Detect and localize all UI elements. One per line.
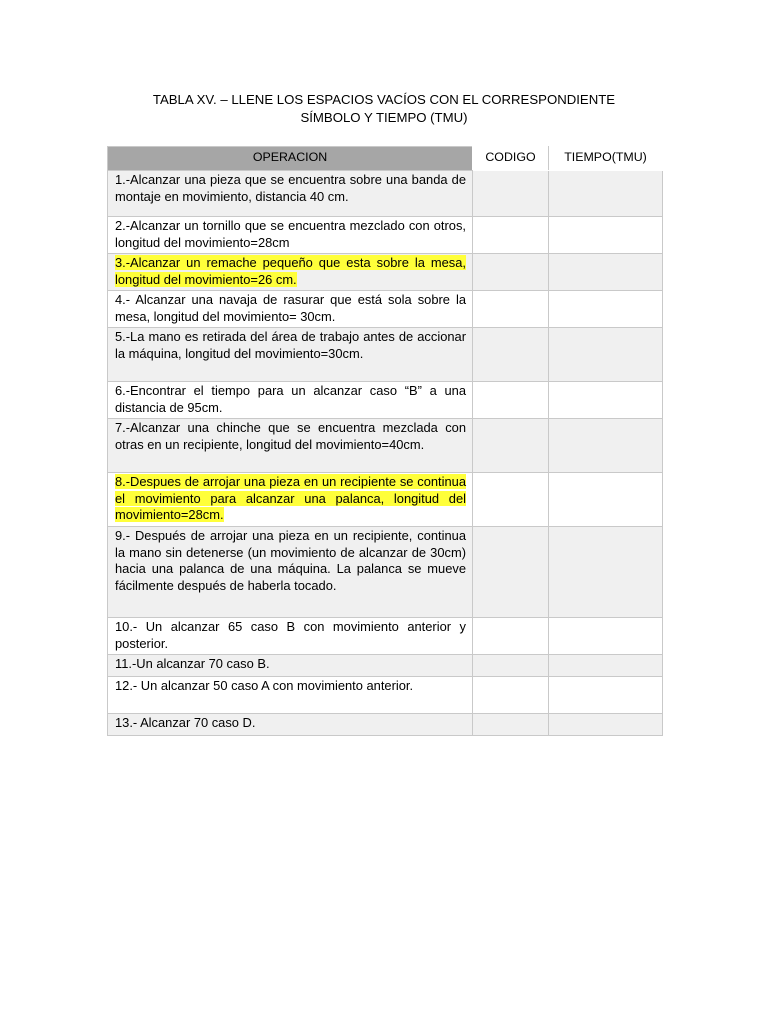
- operation-text: 7.-Alcanzar una chinche que se encuentra mezclada con otras en un recipiente, longitud del movimiento=40cm.: [115, 420, 466, 452]
- time-cell[interactable]: [549, 714, 663, 736]
- table-row: [108, 527, 663, 618]
- time-cell[interactable]: [549, 171, 663, 217]
- table-row: [108, 171, 663, 217]
- table-row: [108, 714, 663, 736]
- operation-cell: [108, 473, 473, 527]
- time-cell[interactable]: [549, 618, 663, 655]
- operation-cell: [108, 328, 473, 382]
- table-row: [108, 254, 663, 291]
- operation-text: 2.-Alcanzar un tornillo que se encuentra mezclado con otros, longitud del movimiento=28cm: [115, 218, 466, 250]
- code-cell[interactable]: [473, 217, 549, 254]
- operation-text: 10.- Un alcanzar 65 caso B con movimiento anterior y posterior.: [115, 619, 466, 651]
- title-line-2: SÍMBOLO Y TIEMPO (TMU): [300, 110, 468, 125]
- code-cell[interactable]: [473, 473, 549, 527]
- operation-text: 11.-Un alcanzar 70 caso B.: [115, 656, 270, 671]
- time-cell[interactable]: [549, 217, 663, 254]
- table-header-row: [108, 147, 663, 171]
- operation-text: 8.-Despues de arrojar una pieza en un recipiente se continua el movimiento para alcanzar una palanca, longitud del movimiento=28cm.: [115, 474, 466, 522]
- code-cell[interactable]: [473, 171, 549, 217]
- code-cell[interactable]: [473, 655, 549, 677]
- code-cell[interactable]: [473, 618, 549, 655]
- operation-text: 9.- Después de arrojar una pieza en un recipiente, continua la mano sin detenerse (un movimiento de alcanzar de 30cm) hacia una palanca de una máquina. La palanca se mueve fácilmente después de haberla tocado.: [115, 528, 466, 593]
- operation-cell: [108, 254, 473, 291]
- code-cell[interactable]: [473, 328, 549, 382]
- operation-text: 5.-La mano es retirada del área de trabajo antes de accionar la máquina, longitud del movimiento=30cm.: [115, 329, 466, 361]
- header-time: TIEMPO(TMU): [549, 147, 663, 171]
- table-row: [108, 419, 663, 473]
- table-row: [108, 677, 663, 714]
- operation-cell: [108, 527, 473, 618]
- operation-cell: [108, 714, 473, 736]
- operation-cell: [108, 217, 473, 254]
- time-cell[interactable]: [549, 655, 663, 677]
- table-row: [108, 655, 663, 677]
- operation-text: 12.- Un alcanzar 50 caso A con movimiento anterior.: [115, 678, 414, 693]
- operation-text: 1.-Alcanzar una pieza que se encuentra sobre una banda de montaje en movimiento, distancia 40 cm.: [115, 172, 466, 204]
- code-cell[interactable]: [473, 419, 549, 473]
- table-row: [108, 217, 663, 254]
- operation-text: 4.- Alcanzar una navaja de rasurar que está sola sobre la mesa, longitud del movimiento= 30cm.: [115, 292, 466, 324]
- code-cell[interactable]: [473, 254, 549, 291]
- table-row: [108, 291, 663, 328]
- time-cell[interactable]: [549, 254, 663, 291]
- header-operation: OPERACION: [108, 147, 473, 171]
- table-row: [108, 328, 663, 382]
- table-row: [108, 473, 663, 527]
- operation-text: 13.- Alcanzar 70 caso D.: [115, 715, 256, 730]
- code-cell[interactable]: [473, 714, 549, 736]
- operation-cell: [108, 382, 473, 419]
- page-title: [100, 91, 668, 127]
- time-cell[interactable]: [549, 382, 663, 419]
- operation-text: 6.-Encontrar el tiempo para un alcanzar caso “B” a una distancia de 95cm.: [115, 383, 466, 415]
- table-row: [108, 382, 663, 419]
- operation-cell: [108, 655, 473, 677]
- header-code: CODIGO: [473, 147, 549, 171]
- operation-cell: [108, 419, 473, 473]
- table-row: [108, 618, 663, 655]
- time-cell[interactable]: [549, 419, 663, 473]
- code-cell[interactable]: [473, 291, 549, 328]
- operation-cell: [108, 677, 473, 714]
- time-cell[interactable]: [549, 527, 663, 618]
- time-cell[interactable]: [549, 328, 663, 382]
- time-cell[interactable]: [549, 291, 663, 328]
- time-cell[interactable]: [549, 473, 663, 527]
- title-line-1: TABLA XV. – LLENE LOS ESPACIOS VACÍOS CON EL CORRESPONDIENTE: [152, 92, 616, 107]
- code-cell[interactable]: [473, 677, 549, 714]
- operation-cell: [108, 291, 473, 328]
- code-cell[interactable]: [473, 527, 549, 618]
- operations-table: [107, 146, 663, 736]
- operation-cell: [108, 171, 473, 217]
- code-cell[interactable]: [473, 382, 549, 419]
- operation-cell: [108, 618, 473, 655]
- operation-text: 3.-Alcanzar un remache pequeño que esta sobre la mesa, longitud del movimiento=26 cm.: [115, 255, 466, 287]
- time-cell[interactable]: [549, 677, 663, 714]
